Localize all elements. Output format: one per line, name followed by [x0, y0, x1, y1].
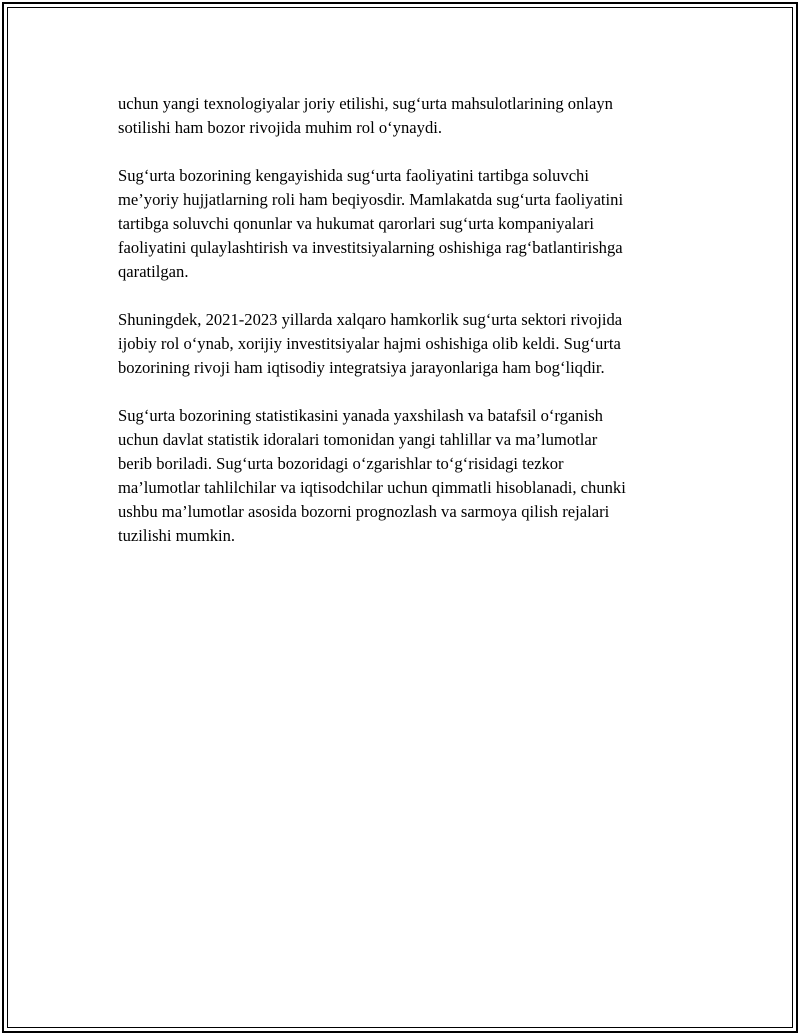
paragraph-2: [118, 164, 708, 284]
text-line: faoliyatini qulaylashtirish va investitsiyalarning oshishiga rag‘batlantirishga: [118, 238, 623, 257]
text-line: ma’lumotlar tahlilchilar va iqtisodchilar uchun qimmatli hisoblanadi, chunki: [118, 478, 626, 497]
text-line: uchun davlat statistik idoralari tomonidan yangi tahlillar va ma’lumotlar: [118, 430, 598, 449]
paragraph-4: [118, 404, 708, 548]
paragraph-1: [118, 92, 708, 140]
text-line: uchun yangi texnologiyalar joriy etilishi, sug‘urta mahsulotlarining onlayn: [118, 94, 613, 113]
document-body: [118, 92, 708, 572]
text-line: qaratilgan.: [118, 262, 189, 281]
text-line: ijobiy rol o‘ynab, xorijiy investitsiyalar hajmi oshishiga olib keldi. Sug‘urta: [118, 334, 621, 353]
text-line: tartibga soluvchi qonunlar va hukumat qarorlari sug‘urta kompaniyalari: [118, 214, 595, 233]
paragraph-3: [118, 308, 708, 380]
text-line: sotilishi ham bozor rivojida muhim rol o‘ynaydi.: [118, 118, 442, 137]
text-line: Sug‘urta bozorining kengayishida sug‘urta faoliyatini tartibga soluvchi: [118, 166, 589, 185]
text-line: ushbu ma’lumotlar asosida bozorni prognozlash va sarmoya qilish rejalari: [118, 502, 610, 521]
text-line: bozorining rivoji ham iqtisodiy integratsiya jarayonlariga ham bog‘liqdir.: [118, 358, 605, 377]
text-line: Shuningdek, 2021-2023 yillarda xalqaro hamkorlik sug‘urta sektori rivojida: [118, 310, 623, 329]
text-line: berib boriladi. Sug‘urta bozoridagi o‘zgarishlar to‘g‘risidagi tezkor: [118, 454, 564, 473]
text-line: me’yoriy hujjatlarning roli ham beqiyosdir. Mamlakatda sug‘urta faoliyatini: [118, 190, 624, 209]
text-line: Sug‘urta bozorining statistikasini yanada yaxshilash va batafsil o‘rganish: [118, 406, 603, 425]
text-line: tuzilishi mumkin.: [118, 526, 236, 545]
